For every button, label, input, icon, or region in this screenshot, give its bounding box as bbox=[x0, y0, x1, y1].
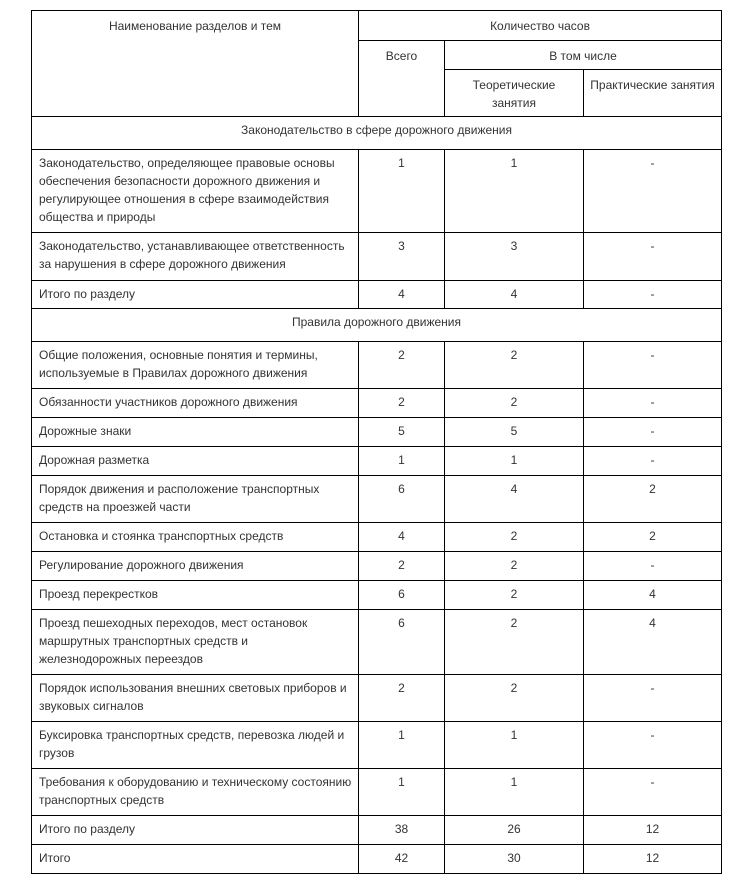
hours-total: 42 bbox=[359, 845, 445, 874]
table-row bbox=[32, 342, 722, 389]
hours-practice: - bbox=[584, 150, 722, 233]
hours-practice: 4 bbox=[584, 581, 722, 610]
hours-total: 4 bbox=[359, 281, 445, 309]
header-including: В том числе bbox=[445, 41, 722, 70]
hours-total: 2 bbox=[359, 675, 445, 722]
table-row bbox=[32, 816, 722, 845]
table-row bbox=[32, 722, 722, 769]
table-row bbox=[32, 447, 722, 476]
hours-theory: 2 bbox=[445, 389, 584, 418]
hours-total: 6 bbox=[359, 581, 445, 610]
table-row bbox=[32, 552, 722, 581]
topic-name: Требования к оборудованию и техническому состоянию транспортных средств bbox=[32, 769, 359, 816]
hours-total: 1 bbox=[359, 447, 445, 476]
topic-name: Дорожная разметка bbox=[32, 447, 359, 476]
hours-total: 1 bbox=[359, 722, 445, 769]
topic-name: Итого по разделу bbox=[32, 816, 359, 845]
hours-practice: - bbox=[584, 722, 722, 769]
hours-theory: 30 bbox=[445, 845, 584, 874]
topic-name: Итого bbox=[32, 845, 359, 874]
hours-total: 38 bbox=[359, 816, 445, 845]
hours-practice: - bbox=[584, 342, 722, 389]
section-title: Правила дорожного движения bbox=[32, 309, 722, 342]
hours-theory: 2 bbox=[445, 675, 584, 722]
topic-name: Дорожные знаки bbox=[32, 418, 359, 447]
hours-practice: 4 bbox=[584, 610, 722, 675]
hours-total: 1 bbox=[359, 769, 445, 816]
section-row bbox=[32, 117, 722, 150]
header-practice: Практические занятия bbox=[584, 70, 722, 117]
hours-practice: 12 bbox=[584, 816, 722, 845]
topic-name: Итого по разделу bbox=[32, 281, 359, 309]
hours-practice: - bbox=[584, 769, 722, 816]
table-row bbox=[32, 389, 722, 418]
topic-name: Остановка и стоянка транспортных средств bbox=[32, 523, 359, 552]
table-row bbox=[32, 150, 722, 233]
hours-total: 4 bbox=[359, 523, 445, 552]
table-row bbox=[32, 233, 722, 281]
hours-total: 5 bbox=[359, 418, 445, 447]
topic-name: Проезд перекрестков bbox=[32, 581, 359, 610]
hours-total: 6 bbox=[359, 476, 445, 523]
hours-theory: 1 bbox=[445, 447, 584, 476]
hours-practice: - bbox=[584, 281, 722, 309]
table-body bbox=[32, 11, 722, 874]
table-row bbox=[32, 769, 722, 816]
topic-name: Законодательство, определяющее правовые основы обеспечения безопасности дорожного движения и регулирующее отношения в сфере взаимодействия общества и природы bbox=[32, 150, 359, 233]
hours-practice: 2 bbox=[584, 476, 722, 523]
topic-name: Законодательство, устанавливающее ответственность за нарушения в сфере дорожного движения bbox=[32, 233, 359, 281]
hours-theory: 2 bbox=[445, 342, 584, 389]
hours-practice: - bbox=[584, 675, 722, 722]
hours-practice: 2 bbox=[584, 523, 722, 552]
hours-table bbox=[31, 10, 722, 874]
topic-name: Порядок движения и расположение транспортных средств на проезжей части bbox=[32, 476, 359, 523]
topic-name: Порядок использования внешних световых приборов и звуковых сигналов bbox=[32, 675, 359, 722]
table-row bbox=[32, 610, 722, 675]
hours-theory: 1 bbox=[445, 150, 584, 233]
hours-theory: 2 bbox=[445, 610, 584, 675]
header-row-1 bbox=[32, 11, 722, 41]
hours-theory: 1 bbox=[445, 722, 584, 769]
hours-theory: 3 bbox=[445, 233, 584, 281]
topic-name: Общие положения, основные понятия и термины, используемые в Правилах дорожного движения bbox=[32, 342, 359, 389]
header-theory: Теоретические занятия bbox=[445, 70, 584, 117]
table-row bbox=[32, 675, 722, 722]
table-row bbox=[32, 523, 722, 552]
hours-total: 3 bbox=[359, 233, 445, 281]
table-row bbox=[32, 281, 722, 309]
hours-total: 1 bbox=[359, 150, 445, 233]
section-title: Законодательство в сфере дорожного движения bbox=[32, 117, 722, 150]
topic-name: Регулирование дорожного движения bbox=[32, 552, 359, 581]
topic-name: Буксировка транспортных средств, перевозка людей и грузов bbox=[32, 722, 359, 769]
hours-practice: - bbox=[584, 233, 722, 281]
hours-total: 6 bbox=[359, 610, 445, 675]
hours-theory: 2 bbox=[445, 523, 584, 552]
hours-theory: 4 bbox=[445, 281, 584, 309]
hours-practice: - bbox=[584, 447, 722, 476]
topic-name: Проезд пешеходных переходов, мест остановок маршрутных транспортных средств и железнодорожных переездов bbox=[32, 610, 359, 675]
hours-practice: - bbox=[584, 389, 722, 418]
hours-theory: 5 bbox=[445, 418, 584, 447]
table-row bbox=[32, 476, 722, 523]
hours-theory: 1 bbox=[445, 769, 584, 816]
hours-theory: 4 bbox=[445, 476, 584, 523]
hours-practice: - bbox=[584, 418, 722, 447]
header-hours: Количество часов bbox=[359, 11, 722, 41]
hours-total: 2 bbox=[359, 342, 445, 389]
header-name: Наименование разделов и тем bbox=[32, 11, 359, 117]
header-total: Всего bbox=[359, 41, 445, 117]
hours-total: 2 bbox=[359, 389, 445, 418]
hours-theory: 2 bbox=[445, 581, 584, 610]
hours-theory: 26 bbox=[445, 816, 584, 845]
hours-practice: - bbox=[584, 552, 722, 581]
table-row bbox=[32, 845, 722, 874]
section-row bbox=[32, 309, 722, 342]
table-row bbox=[32, 581, 722, 610]
hours-theory: 2 bbox=[445, 552, 584, 581]
hours-practice: 12 bbox=[584, 845, 722, 874]
topic-name: Обязанности участников дорожного движения bbox=[32, 389, 359, 418]
hours-total: 2 bbox=[359, 552, 445, 581]
table-row bbox=[32, 418, 722, 447]
